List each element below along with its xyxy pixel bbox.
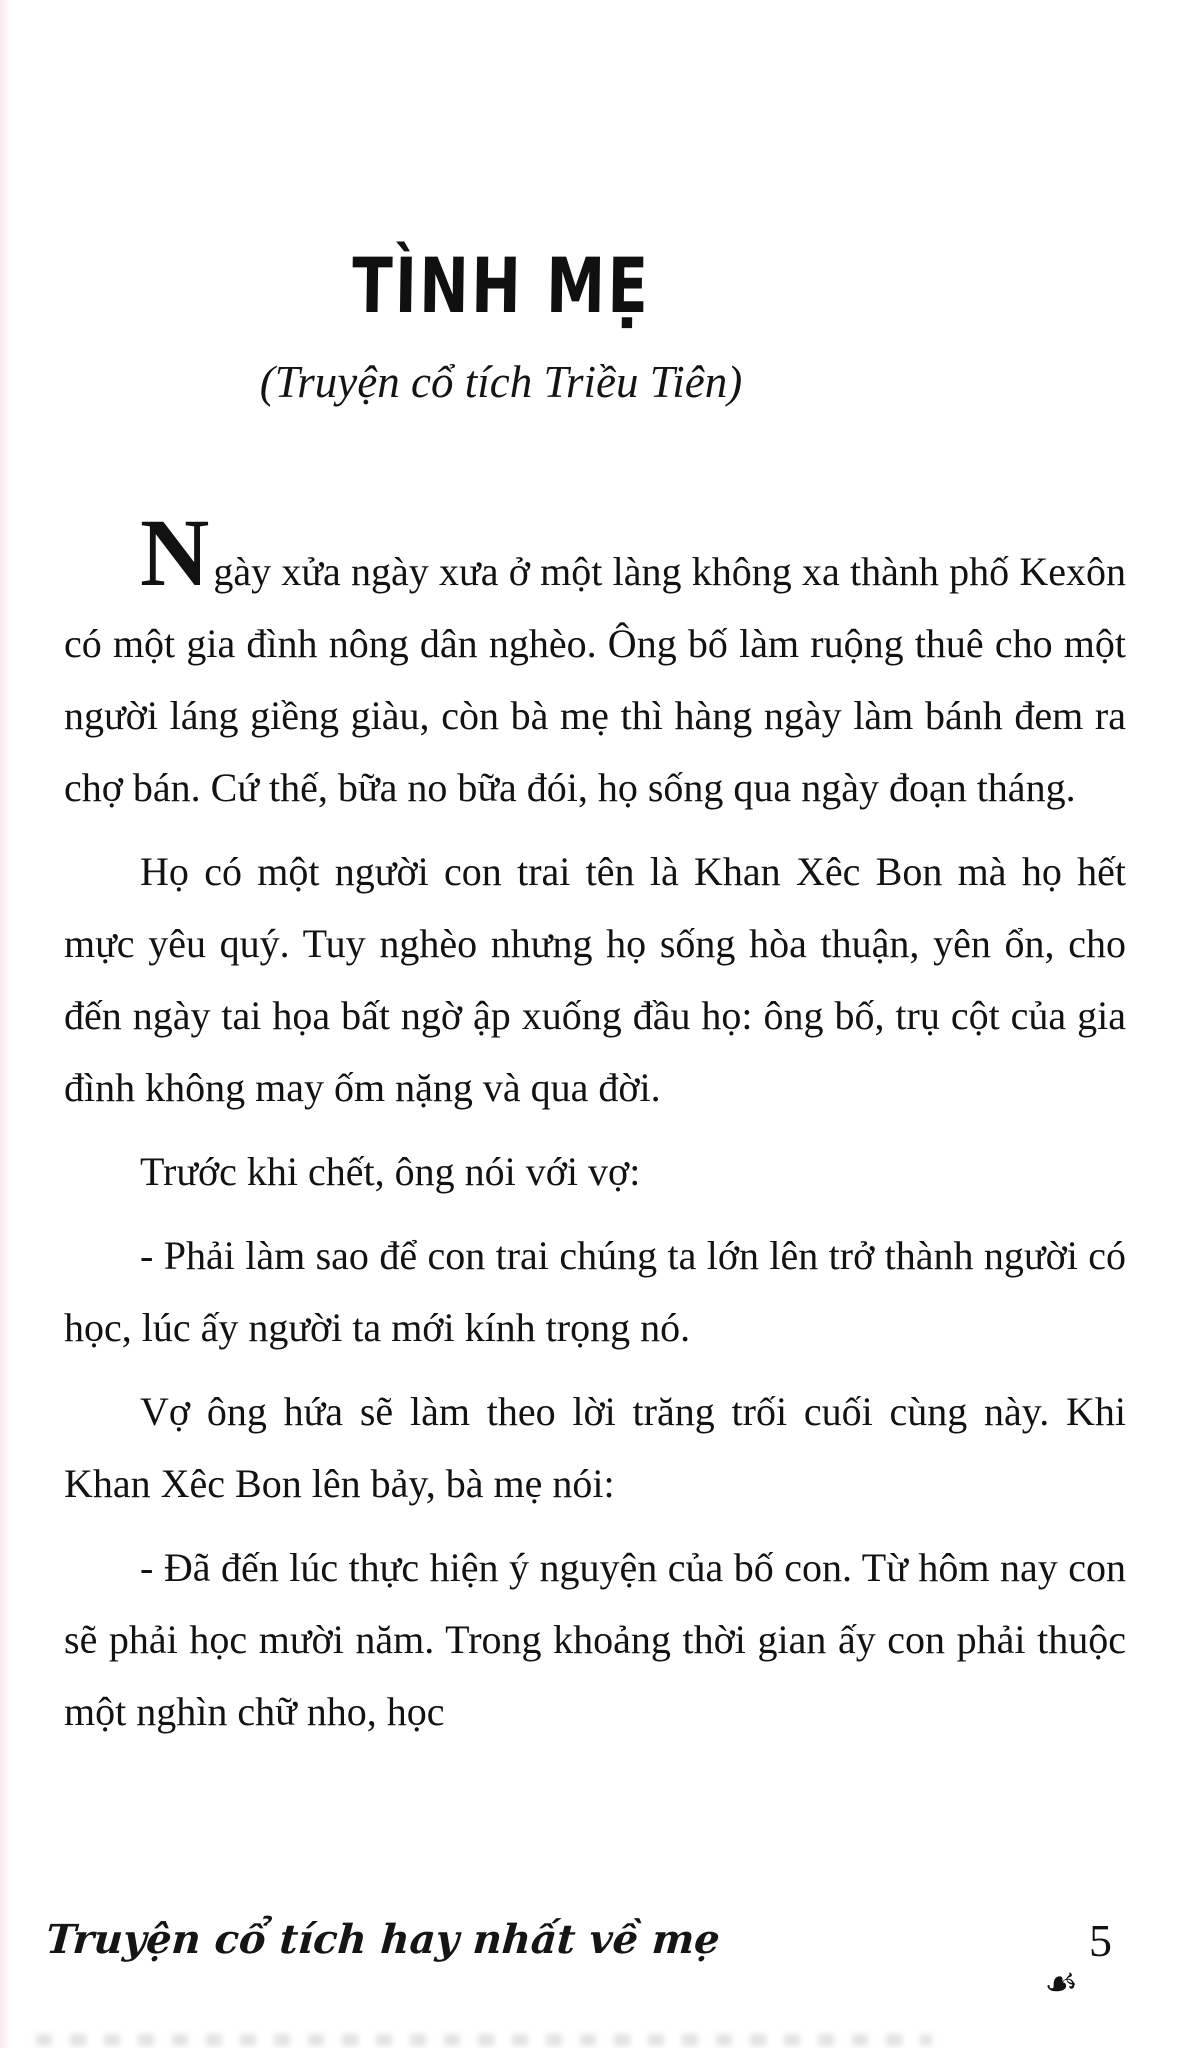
footer-right-block <box>1040 1915 1112 2008</box>
running-footer-book-title: Truyện cổ tích hay nhất về mẹ <box>44 1916 722 1963</box>
paragraph: Trước khi chết, ông nói với vợ: <box>140 1148 641 1194</box>
fleuron-ornament-icon: ☙ <box>1040 1959 1082 2008</box>
paragraph: - Phải làm sao để con trai chúng ta lớn lên trở thành người có học, lúc ấy người ta mới kính trọng nó. <box>64 1232 1126 1350</box>
heading-block <box>0 0 1192 408</box>
story-title: TÌNH MẸ <box>351 241 651 330</box>
story-body <box>64 498 1126 1748</box>
page-number: 5 <box>1089 1915 1112 1966</box>
drop-cap-initial: N <box>140 498 214 606</box>
paragraph: Họ có một người con trai tên là Khan Xêc Bon mà họ hết mực yêu quý. Tuy nghèo nhưng họ sống hòa thuận, yên ổn, cho đến ngày tai họa bất ngờ ập xuống đầu họ: ông bố, trụ cột của gia đình không may ốm nặng và qua đời. <box>64 848 1126 1110</box>
next-page-ghost-bleed <box>36 2034 932 2046</box>
story-subtitle: (Truyện cổ tích Triều Tiên) <box>259 357 743 407</box>
paragraph: - Đã đến lúc thực hiện ý nguyện của bố con. Từ hôm nay con sẽ phải học mười năm. Trong khoảng thời gian ấy con phải thuộc một nghìn chữ nho, học <box>64 1544 1126 1734</box>
page-footer <box>44 1915 1112 2008</box>
paragraph: Ngày xửa ngày xưa ở một làng không xa thành phố Kexôn có một gia đình nông dân nghèo. Ông bố làm ruộng thuê cho một người láng giềng giàu, còn bà mẹ thì hàng ngày làm bánh đem ra chợ bán. Cứ thế, bữa no bữa đói, họ sống qua ngày đoạn tháng. <box>64 498 1126 810</box>
paragraph: Vợ ông hứa sẽ làm theo lời trăng trối cuối cùng này. Khi Khan Xêc Bon lên bảy, bà mẹ nói: <box>64 1388 1126 1506</box>
